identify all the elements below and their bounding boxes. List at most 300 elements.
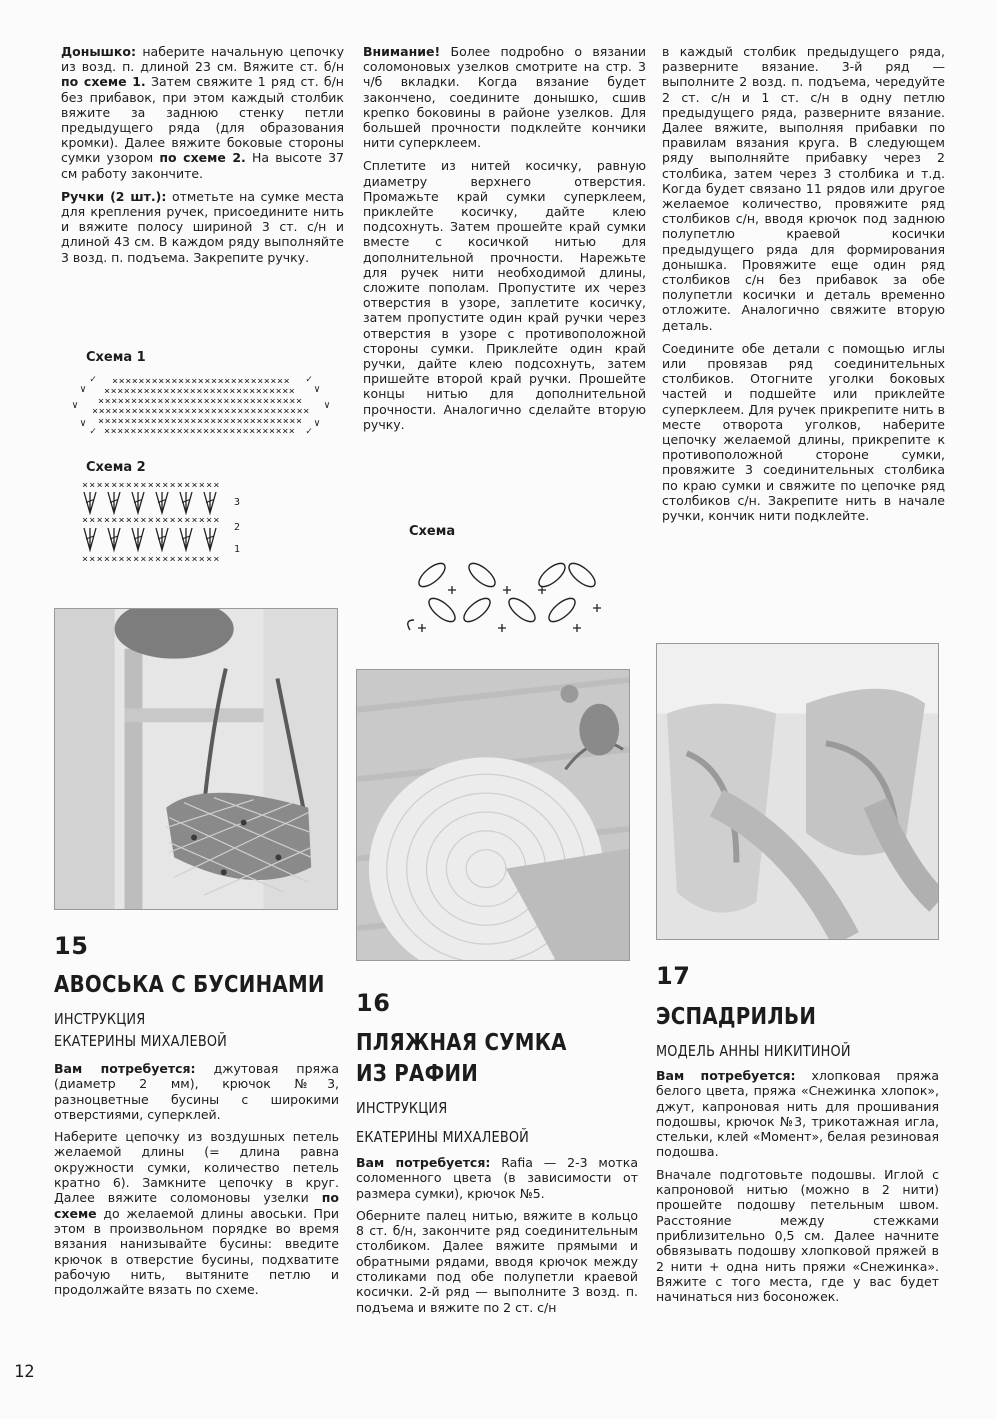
stitch-mark: × [118, 554, 125, 565]
stitch-mark: × [262, 426, 269, 437]
project-16-subtitle-1: ИНСТРУКЦИЯ [356, 1099, 448, 1117]
stitch-mark: × [204, 406, 211, 417]
stitch-mark: × [177, 396, 184, 407]
stitch-mark: × [230, 406, 237, 417]
stitch-mark: × [184, 554, 191, 565]
double-crochet-mark [108, 492, 120, 513]
stitch-mark: × [206, 515, 213, 526]
stitch-mark: × [163, 426, 170, 437]
stitch-mark: × [222, 386, 229, 397]
stitch-mark: × [125, 554, 132, 565]
col1-paragraph-2 [61, 189, 344, 265]
project-16-body [356, 1155, 638, 1322]
stitch-mark: × [198, 480, 205, 491]
double-crochet-mark [84, 528, 96, 550]
stitch-mark: × [155, 480, 162, 491]
stitch-mark: × [217, 376, 224, 387]
increase-mark: ∨ [72, 400, 79, 411]
project-16-title-line-2: ИЗ РАФИИ [356, 1061, 479, 1087]
text: до желаемой длины авоськи. При этом в произвольном порядке во время вязания нанизывайте бусины: введите крючок в отверстие бусины, подхватите рабочую нить, вытяните петлю и продолжайте вязать по схеме. [54, 1205, 339, 1298]
stitch-mark: × [255, 426, 262, 437]
stitch-mark: × [282, 386, 289, 397]
stitch-mark: × [289, 396, 296, 407]
stitch-mark: × [170, 426, 177, 437]
schema2-row-2: 2 [234, 522, 241, 533]
stitch-mark: × [242, 426, 249, 437]
stitch-mark: × [303, 406, 310, 417]
stitch-mark: × [236, 396, 243, 407]
schema3-diagram [402, 550, 612, 650]
needs-label: Вам потребуется: [356, 1155, 491, 1170]
stitch-mark: × [255, 386, 262, 397]
stitch-mark: × [133, 515, 140, 526]
stitch-mark: × [170, 416, 177, 427]
stitch-mark: × [111, 554, 118, 565]
stitch-mark: × [144, 406, 151, 417]
text: Затем свяжите 1 ряд ст. б/н без прибавок, при этом каждый столбик вяжите за заднюю стенку петли предыдущего ряда (для образования кромки). Далее вяжите боковые стороны сумки узором [61, 74, 344, 166]
stitch-mark: × [137, 396, 144, 407]
stitch-mark: × [263, 406, 270, 417]
stitch-mark: × [163, 386, 170, 397]
stitch-mark: × [198, 515, 205, 526]
stitch-mark: × [150, 416, 157, 427]
stitch-mark: × [282, 396, 289, 407]
stitch-mark: × [250, 376, 257, 387]
stitch-mark: × [213, 480, 220, 491]
stitch-mark: × [216, 396, 223, 407]
stitch-mark: × [242, 386, 249, 397]
ref-schema1: по схеме 1. [61, 74, 146, 90]
stitch-mark: × [269, 426, 276, 437]
stitch-mark: × [176, 554, 183, 565]
stitch-mark: × [203, 426, 210, 437]
project-15-subtitle-2: ЕКАТЕРИНЫ МИХАЛЕВОЙ [54, 1032, 227, 1050]
stitch-mark: × [156, 386, 163, 397]
double-crochet-mark [204, 492, 216, 513]
page-number: 12 [14, 1362, 35, 1382]
stitch-mark: × [210, 406, 217, 417]
stitch-mark: × [82, 515, 89, 526]
stitch-mark: × [213, 554, 220, 565]
stitch-mark: × [176, 480, 183, 491]
column-2-text [363, 44, 646, 440]
stitch-mark: × [105, 406, 112, 417]
stitch-mark: × [197, 396, 204, 407]
stitch-mark: × [191, 554, 198, 565]
stitch-mark: × [112, 376, 119, 387]
stitch-mark: × [216, 386, 223, 397]
stitch-mark: × [209, 426, 216, 437]
stitch-mark: × [131, 416, 138, 427]
project-16-paragraph-1: Оберните палец нитью, вяжите в кольцо 8 ст. б/н, закончите ряд соединительным столбиком. Далее вяжите прямыми и обратными рядами, вводя крючок между столиками под обе полупетли краевой косички. 2-й ряд — выполните 3 возд. п. подъема и вяжите по 2 ст. с/н [356, 1207, 638, 1315]
stitch-mark: × [104, 386, 111, 397]
double-crochet-mark [180, 528, 192, 550]
stitch-mark: × [98, 406, 105, 417]
stitch-mark: × [270, 376, 277, 387]
stitch-mark: × [244, 376, 251, 387]
stitch-mark: × [164, 396, 171, 407]
stitch-mark: × [210, 416, 217, 427]
stitch-mark: × [111, 515, 118, 526]
stitch-mark: × [147, 515, 154, 526]
stitch-mark: × [184, 406, 191, 417]
stitch-mark: × [237, 406, 244, 417]
stitch-mark: × [137, 416, 144, 427]
stitch-mark: × [276, 416, 283, 427]
knot-loop-mark [545, 594, 579, 625]
stitch-mark: × [131, 376, 138, 387]
stitch-mark: × [138, 406, 145, 417]
stitch-mark: × [117, 426, 124, 437]
stitch-mark: × [229, 426, 236, 437]
stitch-mark: × [269, 396, 276, 407]
stitch-mark: × [125, 515, 132, 526]
stitch-mark: × [92, 406, 99, 417]
stitch-mark: × [98, 396, 105, 407]
stitch-mark: × [158, 406, 165, 417]
stitch-mark: × [198, 554, 205, 565]
double-crochet-mark [156, 528, 168, 550]
stitch-mark: × [133, 554, 140, 565]
knot-loop-mark [505, 594, 539, 625]
project-15-paragraph-1 [54, 1129, 339, 1297]
stitch-mark: × [230, 396, 237, 407]
stitch-mark: × [288, 386, 295, 397]
stitch-mark: × [190, 416, 197, 427]
stitch-mark: × [103, 554, 110, 565]
sc-plus-mark [593, 604, 601, 612]
stitch-mark: × [169, 515, 176, 526]
schema1-diagram [62, 370, 342, 450]
stitch-mark: × [137, 386, 144, 397]
stitch-mark: × [230, 416, 237, 427]
sc-plus-mark [573, 624, 581, 632]
project-15-body [54, 1061, 339, 1304]
stitch-mark: × [125, 480, 132, 491]
stitch-mark: × [189, 426, 196, 437]
stitch-mark: × [216, 416, 223, 427]
stitch-mark: × [263, 376, 270, 387]
stitch-mark: × [169, 480, 176, 491]
stitch-mark: × [189, 386, 196, 397]
stitch-mark: × [290, 406, 297, 417]
stitch-mark: × [178, 376, 185, 387]
stitch-mark: × [236, 416, 243, 427]
stitch-mark: × [203, 386, 210, 397]
col2-paragraph-1 [363, 44, 646, 150]
stitch-mark: × [157, 416, 164, 427]
project-17-title: ЭСПАДРИЛЬИ [656, 1004, 817, 1030]
stitch-mark: × [156, 426, 163, 437]
text: хлопковая пряжа белого цвета, пряжа «Снежинка хлопок», джут, капроновая нить для прошивания подошвы, крючок №3, трикотажная игла, стельки, клей «Момент», белая резиновая подошва. [656, 1068, 939, 1160]
sc-plus-mark [448, 586, 456, 594]
stitch-mark: × [118, 480, 125, 491]
double-crochet-mark [156, 492, 168, 513]
stitch-mark: × [162, 554, 169, 565]
stitch-mark: × [164, 376, 171, 387]
stitch-mark: × [184, 480, 191, 491]
stitch-mark: × [263, 416, 270, 427]
project-15-needs [54, 1061, 339, 1122]
stitch-mark: × [131, 396, 138, 407]
increase-mark: ∨ [314, 418, 321, 429]
stitch-mark: × [270, 406, 277, 417]
ref-schema2: по схеме 2. [159, 150, 246, 166]
stitch-mark: × [197, 376, 204, 387]
project-15-title: АВОСЬКА С БУСИНАМИ [54, 972, 325, 998]
stitch-mark: × [150, 426, 157, 437]
sc-plus-mark [538, 586, 546, 594]
stitch-mark: × [169, 554, 176, 565]
project-16-title-line-1: ПЛЯЖНАЯ СУМКА [356, 1030, 567, 1056]
project-17-needs [656, 1068, 939, 1160]
sc-plus-mark [503, 586, 511, 594]
knot-loop-mark [565, 559, 599, 590]
stitch-mark: × [103, 480, 110, 491]
term-handles: Ручки (2 шт.): [61, 188, 167, 204]
project-16-number: 16 [356, 989, 391, 1017]
stitch-mark: × [103, 515, 110, 526]
stitch-mark: × [204, 376, 211, 387]
stitch-mark: × [197, 406, 204, 417]
stitch-mark: × [176, 515, 183, 526]
stitch-mark: × [269, 386, 276, 397]
stitch-mark: × [183, 396, 190, 407]
stitch-mark: × [151, 406, 158, 417]
text: джутовая пряжа (диаметр 2 мм), крючок №3, разноцветные бусины с широкими отверстиями, суперклей. [54, 1061, 339, 1122]
stitch-mark: × [257, 376, 264, 387]
column-3-text [662, 44, 945, 531]
term-attention: Внимание! [363, 44, 441, 59]
stitch-mark: × [289, 416, 296, 427]
stitch-mark: × [296, 406, 303, 417]
stitch-mark: × [140, 480, 147, 491]
project-15-subtitle-1: ИНСТРУКЦИЯ [54, 1010, 146, 1028]
stitch-mark: × [110, 386, 117, 397]
stitch-mark: × [124, 396, 131, 407]
stitch-mark: × [176, 386, 183, 397]
stitch-mark: × [150, 396, 157, 407]
photo-espadrilles [656, 643, 939, 940]
stitch-mark: × [211, 376, 218, 387]
stitch-mark: × [275, 386, 282, 397]
stitch-mark: × [155, 554, 162, 565]
stitch-mark: × [137, 426, 144, 437]
stitch-mark: × [249, 426, 256, 437]
project-17-number: 17 [656, 962, 691, 990]
project-16-subtitle-2: ЕКАТЕРИНЫ МИХАЛЕВОЙ [356, 1128, 529, 1146]
stitch-mark: × [257, 406, 264, 417]
increase-mark: ∨ [324, 400, 331, 411]
stitch-mark: × [144, 416, 151, 427]
stitch-mark: × [151, 376, 158, 387]
stitch-mark: × [147, 554, 154, 565]
stitch-mark: × [164, 416, 171, 427]
stitch-mark: × [111, 396, 118, 407]
stitch-mark: × [131, 406, 138, 417]
stitch-mark: × [203, 416, 210, 427]
increase-mark: ∨ [314, 384, 321, 395]
stitch-mark: × [111, 416, 118, 427]
stitch-mark: × [177, 416, 184, 427]
stitch-mark: × [216, 426, 223, 437]
stitch-mark: × [191, 515, 198, 526]
stitch-mark: × [262, 386, 269, 397]
stitch-mark: × [183, 386, 190, 397]
double-crochet-mark [108, 528, 120, 550]
needs-label: Вам потребуется: [54, 1061, 196, 1076]
stitch-mark: × [191, 376, 198, 387]
needs-label: Вам потребуется: [656, 1068, 796, 1083]
stitch-mark: × [197, 416, 204, 427]
stitch-mark: × [123, 386, 130, 397]
stitch-mark: × [133, 480, 140, 491]
stitch-mark: × [223, 416, 230, 427]
schema2-label: Схема 2 [86, 460, 146, 475]
project-17-body [656, 1068, 939, 1311]
text: Наберите цепочку из воздушных петель желаемой длины (= длина равна окружности сумки, количество петель кратно 6). Замкните цепочку в круг. Далее вяжите соломоновы узелки [54, 1129, 339, 1206]
stitch-mark: × [162, 480, 169, 491]
stitch-mark: × [223, 396, 230, 407]
double-crochet-mark [180, 492, 192, 513]
text: Rafia — 2-3 мотка соломенного цвета (в зависимости от размера сумки), крючок №5. [356, 1155, 638, 1201]
stitch-mark: × [224, 406, 231, 417]
stitch-mark: × [196, 386, 203, 397]
stitch-mark: × [191, 406, 198, 417]
stitch-mark: × [184, 515, 191, 526]
increase-mark: ∨ [80, 384, 87, 395]
stitch-mark: × [89, 554, 96, 565]
stitch-mark: × [288, 426, 295, 437]
stitch-mark: × [236, 386, 243, 397]
stitch-mark: × [269, 416, 276, 427]
text: Более подробно о вязании соломоновых узелков смотрите на стр. 3 ч/б вкладки. Когда вязание будет закончено, соедините донышко, сшив крепко боковины в районе узелков. Для большей прочности подклейте кончики нити суперклеем. [363, 44, 646, 151]
double-crochet-mark [84, 492, 96, 513]
increase-mark: ✓ [90, 426, 97, 437]
stitch-mark: × [224, 376, 231, 387]
stitch-mark: × [282, 426, 289, 437]
stitch-mark: × [117, 396, 124, 407]
stitch-mark: × [96, 480, 103, 491]
stitch-mark: × [118, 376, 125, 387]
stitch-mark: × [130, 386, 137, 397]
stitch-mark: × [111, 480, 118, 491]
col1-paragraph-1 [61, 44, 344, 181]
stitch-mark: × [283, 376, 290, 387]
sc-plus-mark [418, 624, 426, 632]
schema1-label: Схема 1 [86, 350, 146, 365]
stitch-mark: × [104, 416, 111, 427]
stitch-mark: × [206, 480, 213, 491]
stitch-mark: × [249, 416, 256, 427]
stitch-mark: × [89, 480, 96, 491]
stitch-mark: × [263, 396, 270, 407]
stitch-mark: × [96, 515, 103, 526]
col2-paragraph-2: Сплетите из нитей косичку, равную диаметру верхнего отверстия. Промажьте край сумки суперклеем, приклейте косичку, дайте клею подсохнуть. Затем прошейте край сумки вместе с косичкой нитью для дополнительной прочности. Нарежьте для ручек нити необходимой длины, сложите пополам. Пропустите их через отверстия в узоре, заплетите косичку, затем пропустите один край ручки через отверстия в узоре с противоположной стороны сумки. Приклейте один край ручки, дайте клею подсохнуть, затем пришейте второй край ручки. Прошейте концы нитью для дополнительной прочности. Аналогично сделайте вторую ручку. [363, 158, 646, 432]
text: наберите начальную цепочку из возд. п. длиной 23 см. Вяжите ст. б/н [61, 44, 344, 75]
stitch-mark: × [118, 406, 125, 417]
stitch-mark: × [183, 416, 190, 427]
project-17-paragraph-1: Вначале подготовьте подошвы. Иглой с капроновой нитью (можно в 2 нити) прошейте подошву петельным швом. Расстояние между стежками приблизительно 0,5 см. Далее начните обвязывать подошву хлопковой пряжей в 2 нити + одна нить пряжи «Снежинка». Вяжите с того места, где у вас будет начинаться низ босоножек. [656, 1166, 939, 1305]
knot-loop-mark [535, 559, 569, 590]
increase-mark: ✓ [306, 426, 313, 437]
double-crochet-mark [132, 528, 144, 550]
stitch-mark: × [296, 416, 303, 427]
stitch-mark: × [249, 396, 256, 407]
stitch-mark: × [140, 515, 147, 526]
start-hook-mark [408, 620, 414, 630]
sc-plus-mark [498, 624, 506, 632]
stitch-mark: × [89, 515, 96, 526]
stitch-mark: × [213, 515, 220, 526]
stitch-mark: × [177, 406, 184, 417]
schema2-diagram [78, 480, 258, 570]
stitch-mark: × [171, 376, 178, 387]
stitch-mark: × [229, 386, 236, 397]
stitch-mark: × [209, 386, 216, 397]
stitch-mark: × [130, 426, 137, 437]
stitch-mark: × [110, 426, 117, 437]
stitch-mark: × [117, 416, 124, 427]
increase-mark: ✓ [306, 374, 313, 385]
text: отметьте на сумке места для крепления ручек, присоедините нить и вяжите полосу шириной 3 ст. с/н и длиной 43 см. В каждом ряду выполняйте 3 возд. п. подъема. Закрепите ручку. [61, 188, 344, 265]
stitch-mark: × [243, 396, 250, 407]
stitch-mark: × [82, 554, 89, 565]
increase-mark: ✓ [90, 374, 97, 385]
stitch-mark: × [162, 515, 169, 526]
stitch-mark: × [249, 386, 256, 397]
term-bottom: Донышко: [61, 44, 137, 59]
project-15-number: 15 [54, 932, 89, 960]
stitch-mark: × [164, 406, 171, 417]
stitch-mark: × [143, 426, 150, 437]
stitch-mark: × [176, 426, 183, 437]
stitch-mark: × [183, 426, 190, 437]
stitch-mark: × [96, 554, 103, 565]
stitch-mark: × [256, 396, 263, 407]
stitch-mark: × [191, 480, 198, 491]
col3-paragraph-1: в каждый столбик предыдущего ряда, разверните вязание. 3-й ряд — выполните 2 возд. п. подъема, чередуйте 2 ст. с/н и 1 ст. с/н в одну петлю предыдущего ряда, разверните вязание. Далее вяжите, выполняя прибавки по правилам вязания круга. В следующем ряду выполняйте прибавку через 2 столбика, затем через 3 столбика и т.д. Когда будет связано 11 рядов или другое желаемое количество, провяжите ряд столбиков с/н, вводя крючок под заднюю полупетлю краевой косички предыдущего ряда для формирования донышка. Провяжите еще один ряд столбиков с/н без прибавок за обе полупетли косички и деталь временно отложите. Аналогично свяжите вторую деталь. [662, 44, 945, 333]
stitch-mark: × [104, 426, 111, 437]
increase-mark: ∨ [80, 418, 87, 429]
knot-loop-mark [465, 559, 499, 590]
double-crochet-mark [204, 528, 216, 550]
project-16-needs [356, 1155, 638, 1201]
stitch-mark: × [155, 515, 162, 526]
stitch-mark: × [145, 376, 152, 387]
stitch-mark: × [170, 396, 177, 407]
stitch-mark: × [222, 426, 229, 437]
stitch-mark: × [157, 396, 164, 407]
stitch-mark: × [196, 426, 203, 437]
stitch-mark: × [256, 416, 263, 427]
stitch-mark: × [243, 406, 250, 417]
project-17-subtitle: МОДЕЛЬ АННЫ НИКИТИНОЙ [656, 1042, 851, 1060]
stitch-mark: × [144, 396, 151, 407]
stitch-mark: × [184, 376, 191, 387]
col3-paragraph-2: Соедините обе детали с помощью иглы или провязав ряд соединительных столбиков. Отогните уголки боковых частей и подшейте или приклейте суперклеем. Для ручек прикрепите нить в месте отворота уголков, наберите цепочку желаемой длины, прикрепите к противоположной стороне сумки, провяжите 3 соединительных столбика по краю сумки и свяжите по цепочке ряд столбиков с/н. Закрепите нить в начале ручки, кончик нити подклейте. [662, 340, 945, 524]
stitch-mark: × [98, 416, 105, 427]
stitch-mark: × [210, 396, 217, 407]
photo-mesh-bag [54, 608, 338, 910]
stitch-mark: × [104, 396, 111, 407]
photo-raffia-bag [356, 669, 630, 961]
stitch-mark: × [237, 376, 244, 387]
ref-schema: по схеме [54, 1190, 339, 1221]
stitch-mark: × [140, 554, 147, 565]
stitch-mark: × [250, 406, 257, 417]
knot-loop-mark [460, 594, 494, 625]
